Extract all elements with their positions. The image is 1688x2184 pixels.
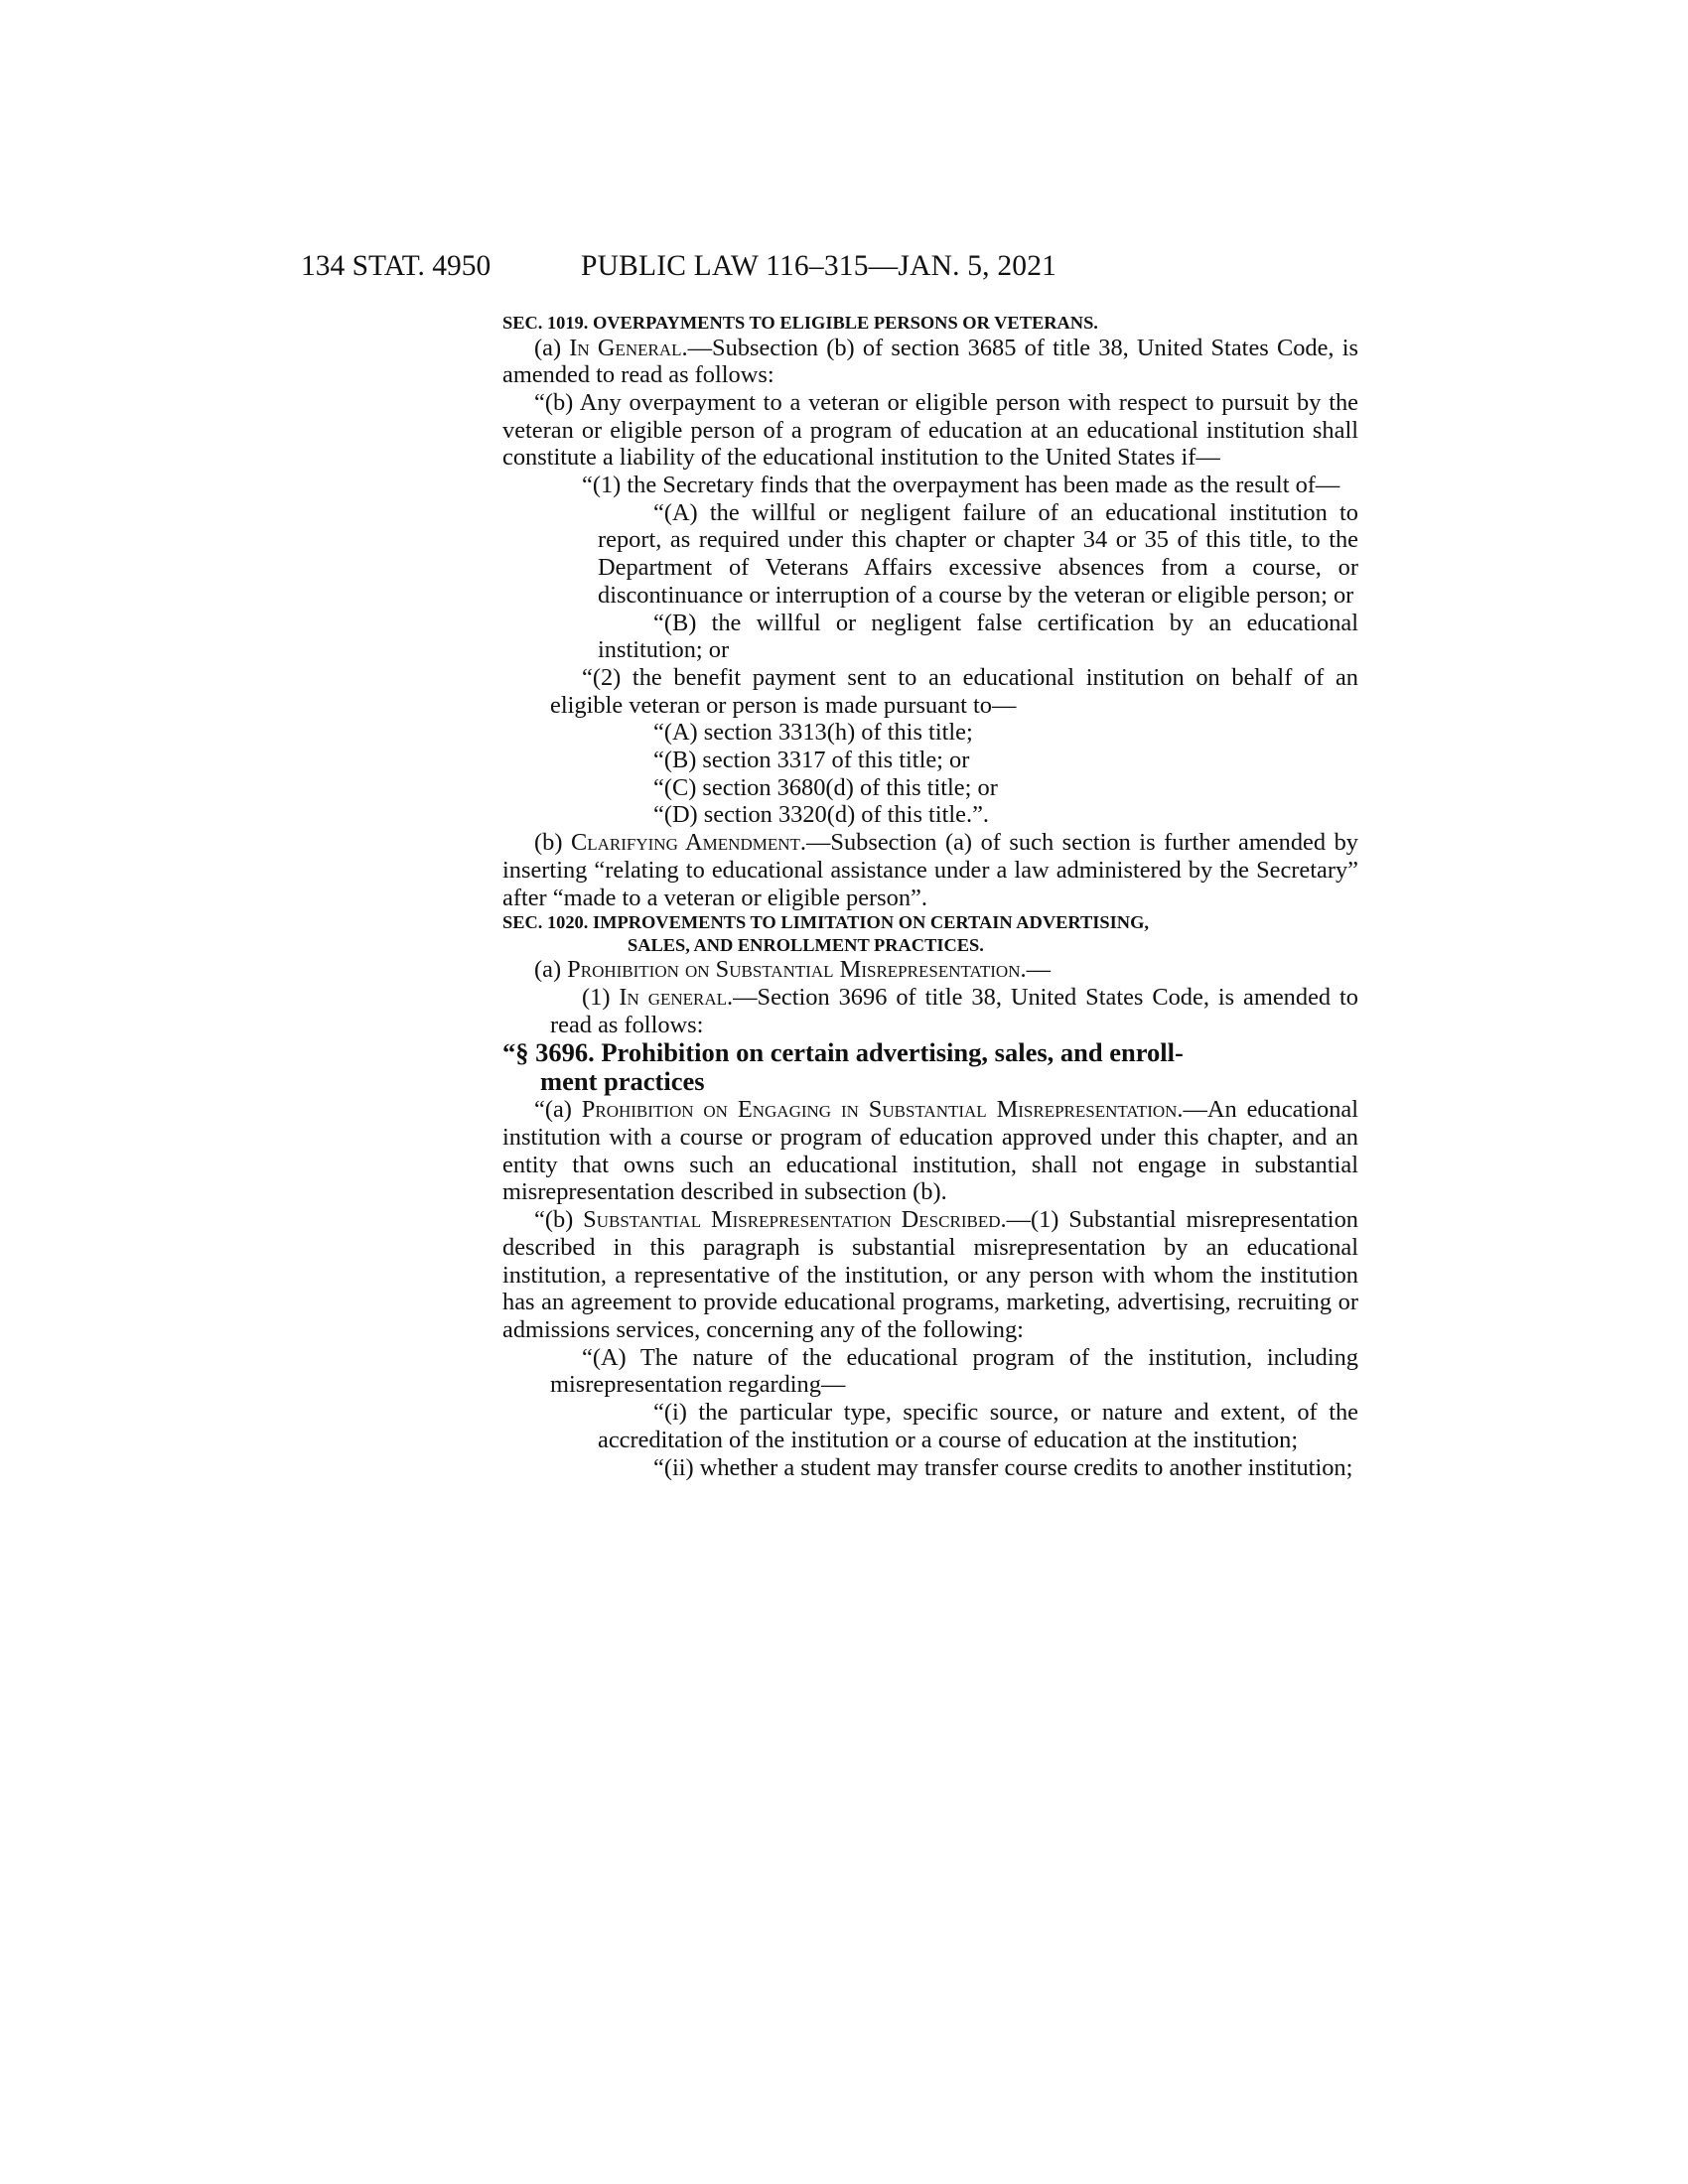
subparagraph-2d: “(D) section 3320(d) of this title.”.	[653, 801, 989, 829]
subparagraph-1b: “(B) the willful or negligent false certification by an educational institution; or	[598, 609, 1358, 664]
sec1019-subsection-a	[502, 335, 1358, 389]
quoted-subsection-a	[502, 1096, 1358, 1206]
paragraph-text: .—Section 3696 of title 38, United States Code, is amended to read as follows:	[550, 983, 1358, 1038]
quoted-subsection-b: “(b) Any overpayment to a veteran or eligible person with respect to pursuit by the veteran or eligible person of a program of education at an educational institution shall constitute a liability of the educational institution to the United States if—	[502, 388, 1358, 472]
subsection-label: (a)	[534, 334, 570, 361]
sec1020-paragraph-1	[502, 984, 1358, 1038]
quoted-clause-i: “(i) the particular type, specific source, or nature and extent, of the accreditation of the institution or a course of education at the institution;	[598, 1399, 1358, 1453]
section-heading-line: SALES, AND ENROLLMENT PRACTICES.	[628, 934, 984, 955]
subsection-label: (b)	[534, 829, 571, 857]
quoted-subsection-b	[502, 1206, 1358, 1344]
subsection-text: .—An educational institution with a course or program of education approved under this chapter, and an entity that owns such an educational institution, shall not engage in substantial misrepresentation described in subsection (b).	[502, 1096, 1359, 1206]
subsection-label: “(b)	[534, 1206, 584, 1234]
subsection-caption: Prohibition on Engaging in Substantial Misrepresentation	[581, 1096, 1178, 1124]
running-header	[301, 246, 1353, 286]
subsection-text: .—Subsection (b) of section 3685 of title 38, United States Code, is amended to read as follows:	[502, 334, 1358, 389]
section-1019-heading: SEC. 1019. OVERPAYMENTS TO ELIGIBLE PERSONS OR VETERANS.	[502, 313, 1098, 333]
paragraph-1: “(1) the Secretary finds that the overpayment has been made as the result of—	[582, 472, 1340, 499]
section-1020-heading	[502, 911, 1358, 956]
paragraph-label: (1)	[582, 983, 620, 1011]
section-title-line: “§ 3696. Prohibition on certain advertising, sales, and enroll-	[502, 1037, 1184, 1068]
document-body	[502, 312, 1358, 1481]
subsection-dash: .—	[1020, 956, 1051, 984]
public-law-citation: PUBLIC LAW 116–315—JAN. 5, 2021	[581, 250, 1057, 282]
sec1019-subsection-b	[502, 829, 1358, 911]
subsection-text: .—Subsection (a) of such section is further amended by inserting “relating to educational assistance under a law administered by the Secretary” after “made to a veteran or eligible person”.	[502, 829, 1358, 911]
subparagraph-2b: “(B) section 3317 of this title; or	[653, 747, 970, 774]
sec1020-subsection-a	[502, 956, 1358, 984]
quoted-subparagraph-a: “(A) The nature of the educational program of the institution, including misrepresentation regarding—	[550, 1343, 1358, 1399]
subsection-caption: In General	[569, 334, 682, 361]
subsection-caption: Prohibition on Substantial Misrepresentation	[567, 956, 1021, 984]
paragraph-caption: In general	[619, 983, 728, 1011]
section-3696-title	[502, 1038, 1358, 1096]
subsection-label: (a)	[534, 956, 568, 984]
quoted-clause-ii: “(ii) whether a student may transfer course credits to another institution;	[653, 1453, 1353, 1481]
subparagraph-2c: “(C) section 3680(d) of this title; or	[653, 773, 998, 801]
subsection-caption: Substantial Misrepresentation Described	[583, 1206, 1001, 1234]
subparagraph-1a: “(A) the willful or negligent failure of an educational institution to report, as required under this chapter or chapter 34 or 35 of this title, to the Department of Veterans Affairs excessive absences from a course, or discontinuance or interruption of a course by the veteran or eligible person; or	[598, 498, 1358, 609]
section-title-line: ment practices	[540, 1066, 705, 1097]
statute-page-number: 134 STAT. 4950	[301, 250, 492, 282]
subparagraph-2a: “(A) section 3313(h) of this title;	[653, 719, 973, 747]
section-heading-line: SEC. 1020. IMPROVEMENTS TO LIMITATION ON CERTAIN ADVERTISING,	[502, 912, 1149, 933]
paragraph-2: “(2) the benefit payment sent to an educational institution on behalf of an eligible veteran or person is made pursuant to—	[550, 663, 1358, 719]
subsection-text: .—(1) Substantial misrepresentation described in this paragraph is substantial misrepresentation by an educational institution, a representative of the institution, or any person with whom the institution has an agreement to provide educational programs, marketing, advertising, recruiting or admissions services, concerning any of the following:	[502, 1206, 1358, 1343]
subsection-label: “(a)	[534, 1096, 582, 1124]
subsection-caption: Clarifying Amendment	[570, 829, 800, 857]
